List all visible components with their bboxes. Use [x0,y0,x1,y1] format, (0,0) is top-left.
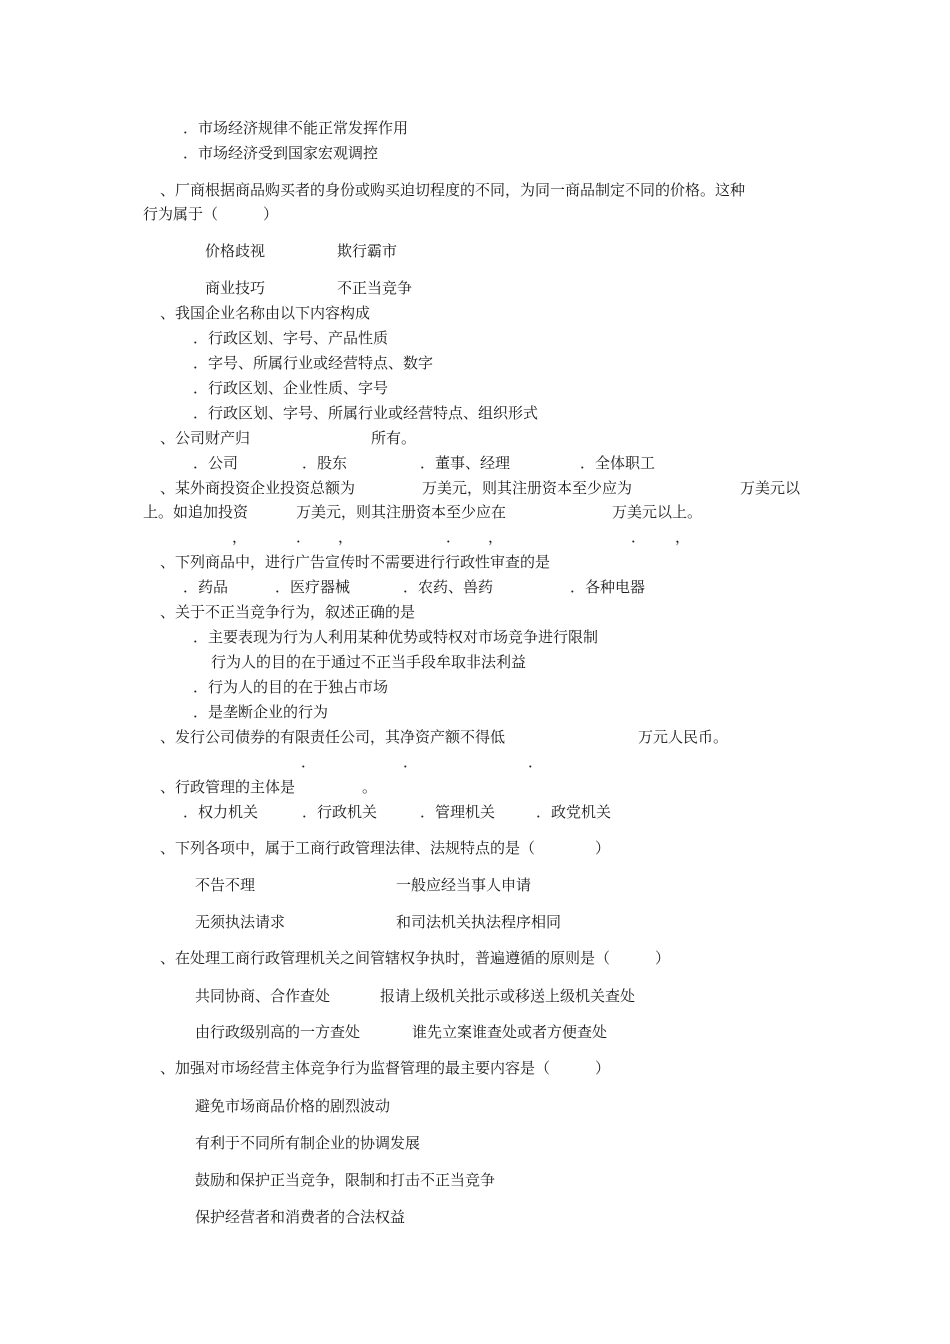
option-mark: ， [338,528,354,546]
question-text: 、加强对市场经营主体竞争行为监督管理的最主要内容是（ ） [160,1059,611,1077]
option-line: 行为人的目的在于通过不正当手段牟取非法利益 [211,653,527,671]
question-text: 、下列商品中，进行广告宣传时不需要进行行政性审查的是 [160,553,551,571]
option-mark: ． [631,528,647,546]
option-mark: ． [296,528,312,546]
question-text: 。 [362,778,378,796]
option-line: 欺行霸市 [337,242,398,260]
option-mark: ． [528,753,544,771]
option-line: 一般应经当事人申请 [396,876,532,894]
question-text: 所有。 [371,429,417,447]
option-line: ．行政机关 [302,803,378,821]
option-line: ．字号、所属行业或经营特点、数字 [193,354,434,372]
option-line: ．是垄断企业的行为 [193,703,329,721]
option-line: 谁先立案谁查处或者方便查处 [412,1023,608,1041]
question-text: 、关于不正当竞争行为，叙述正确的是 [160,603,416,621]
option-mark: ． [403,753,419,771]
option-line: ．行政区划、字号、产品性质 [193,329,389,347]
question-text: 、发行公司债券的有限责任公司，其净资产额不得低 [160,728,506,746]
option-mark: ， [232,528,248,546]
question-text: 、我国企业名称由以下内容构成 [160,304,371,322]
question-text: 万美元，则其注册资本至少应为 [422,479,633,497]
option-line: 报请上级机关批示或移送上级机关查处 [380,987,636,1005]
question-text: 、下列各项中，属于工商行政管理法律、法规特点的是（ ） [160,839,611,857]
question-text: 、在处理工商行政管理机关之间管辖权争执时，普遍遵循的原则是（ ） [160,949,671,967]
option-mark: ， [675,528,691,546]
option-line: 鼓励和保护正当竞争，限制和打击不正当竞争 [195,1171,496,1189]
question-text: 、某外商投资企业投资总额为 [160,479,356,497]
option-line: 商业技巧 [205,279,266,297]
option-line: ．行为人的目的在于独占市场 [193,678,389,696]
question-text: 、公司财产归 [160,429,251,447]
option-line: 不正当竞争 [337,279,413,297]
option-line: ．股东 [302,454,348,472]
option-line: 保护经营者和消费者的合法权益 [195,1208,406,1226]
option-line: 无须执法请求 [195,913,286,931]
option-line: 避免市场商品价格的剧烈波动 [195,1097,391,1115]
option-line: ．行政区划、字号、所属行业或经营特点、组织形式 [193,404,539,422]
option-line: ．行政区划、企业性质、字号 [193,379,389,397]
option-line: ．各种电器 [570,578,646,596]
question-text: 、厂商根据商品购买者的身份或购买迫切程度的不同，为同一商品制定不同的价格。这种 [160,181,746,199]
question-text-continued: 万美元，则其注册资本至少应在 [296,503,507,521]
option-line: ．市场经济受到国家宏观调控 [183,144,379,162]
option-mark: ， [488,528,504,546]
option-line: 由行政级别高的一方查处 [195,1023,361,1041]
question-text: 万美元以 [740,479,801,497]
option-line: ．市场经济规律不能正常发挥作用 [183,119,409,137]
option-line: 有利于不同所有制企业的协调发展 [195,1134,421,1152]
option-line: ．公司 [193,454,239,472]
option-line: ．医疗器械 [275,578,351,596]
option-line: ．农药、兽药 [403,578,494,596]
option-line: ．主要表现为行为人利用某种优势或特权对市场竞争进行限制 [193,628,599,646]
option-line: ．董事、经理 [420,454,511,472]
option-line: ．管理机关 [420,803,496,821]
question-text-continued: 万美元以上。 [612,503,703,521]
option-mark: ． [446,528,462,546]
option-line: 价格歧视 [205,242,266,260]
option-line: ．政党机关 [536,803,612,821]
option-line: 共同协商、合作查处 [195,987,331,1005]
option-mark: ． [301,753,317,771]
question-text: 、行政管理的主体是 [160,778,296,796]
option-line: 和司法机关执法程序相同 [396,913,562,931]
option-line: ．全体职工 [580,454,656,472]
question-text-continued: 上。如追加投资 [143,503,249,521]
option-line: ．权力机关 [183,803,259,821]
question-text-continued: 行为属于（ ） [143,205,279,223]
option-line: 不告不理 [195,876,256,894]
question-text: 万元人民币。 [638,728,729,746]
option-line: ．药品 [183,578,229,596]
